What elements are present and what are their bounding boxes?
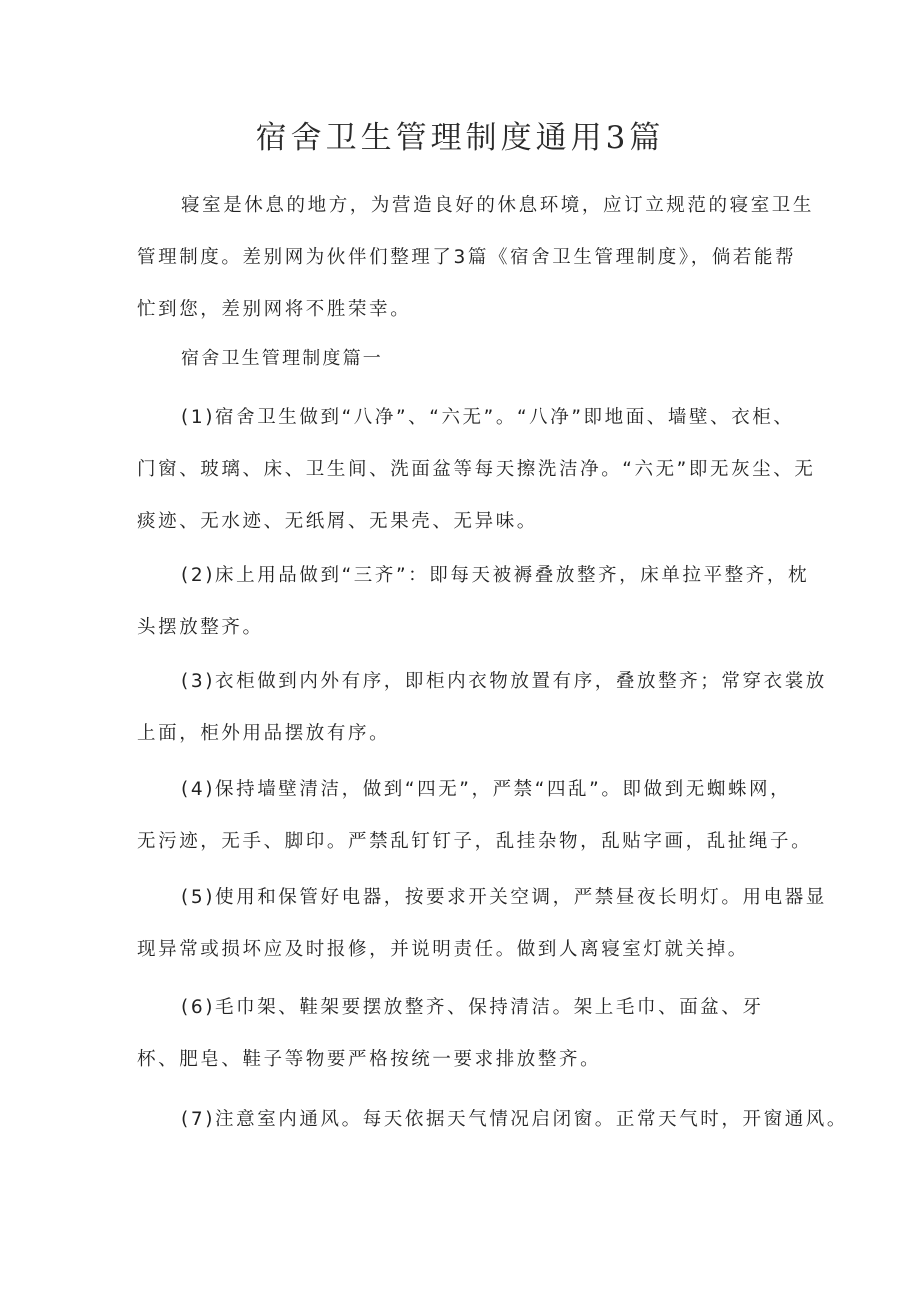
rule-item-6: [137, 982, 817, 1086]
rule-line: (1)宿舍卫生做到“八净”、“六无”。“八净”即地面、墙壁、衣柜、: [181, 407, 795, 428]
rule-item-2: [137, 550, 817, 654]
intro-line: 忙到您，差别网将不胜荣幸。: [137, 299, 412, 320]
rule-line: (6)毛巾架、鞋架要摆放整齐、保持清洁。架上毛巾、面盆、牙: [181, 997, 764, 1018]
intro-paragraph: [137, 180, 817, 336]
rule-line: (7)注意室内通风。每天依据天气情况启闭窗。正常天气时，开窗通风。: [181, 1109, 849, 1130]
rule-line: 无污迹，无手、脚印。严禁乱钉钉子，乱挂杂物，乱贴字画，乱扯绳子。: [137, 831, 813, 852]
rule-item-1: [137, 392, 817, 548]
rule-line: 痰迹、无水迹、无纸屑、无果壳、无异味。: [137, 511, 538, 532]
intro-line: 寝室是休息的地方，为营造良好的休息环境，应订立规范的寝室卫生: [181, 195, 815, 216]
rule-item-7: [137, 1094, 849, 1146]
section-heading: 宿舍卫生管理制度篇一: [181, 348, 383, 369]
rule-item-5: [137, 872, 827, 976]
rule-line: 头摆放整齐。: [137, 617, 264, 638]
rule-line: 门窗、玻璃、床、卫生间、洗面盆等每天擦洗洁净。“六无”即无灰尘、无: [137, 459, 816, 480]
rule-line: (3)衣柜做到内外有序，即柜内衣物放置有序，叠放整齐；常穿衣裳放: [181, 671, 827, 692]
rule-line: 杯、肥皂、鞋子等物要严格按统一要求排放整齐。: [137, 1049, 602, 1070]
rule-line: (5)使用和保管好电器，按要求开关空调，严禁昼夜长明灯。用电器显: [181, 887, 827, 908]
rule-item-4: [137, 764, 817, 868]
rule-line: (2)床上用品做到“三齐”：即每天被褥叠放整齐，床单拉平整齐，枕: [181, 565, 810, 586]
rule-line: (4)保持墙壁清洁，做到“四无”，严禁“四乱”。即做到无蜘蛛网，: [181, 779, 792, 800]
document-title: 宿舍卫生管理制度通用3篇: [255, 120, 665, 156]
rule-line: 现异常或损坏应及时报修，并说明责任。做到人离寝室灯就关掉。: [137, 939, 749, 960]
rule-item-3: [137, 656, 827, 760]
intro-line: 管理制度。差别网为伙伴们整理了3篇《宿舍卫生管理制度》，倘若能帮: [137, 247, 797, 268]
rule-line: 上面，柜外用品摆放有序。: [137, 723, 391, 744]
